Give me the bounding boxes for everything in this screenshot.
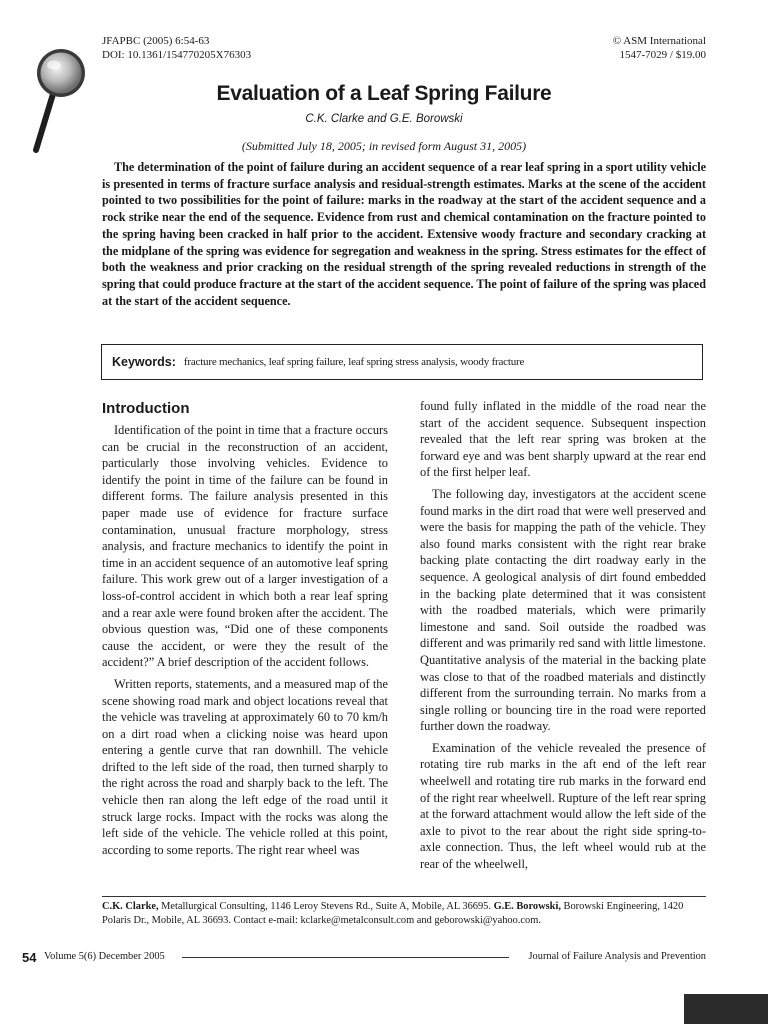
article-authors: C.K. Clarke and G.E. Borowski: [305, 113, 463, 125]
affiliation-name: C.K. Clarke,: [102, 901, 159, 912]
page-number: 54: [22, 950, 37, 965]
issn-price: 1547-7029 / $19.00: [619, 49, 706, 61]
footer-rule: [182, 957, 509, 958]
corner-tab: [684, 994, 768, 1024]
affiliation-name: G.E. Borowski,: [493, 901, 561, 912]
affiliation-divider: [102, 896, 706, 897]
affiliation-text: Metallurgical Consulting, 1146 Leroy Stevens Rd., Suite A, Mobile, AL 36695.: [158, 901, 494, 912]
body-column-right: [420, 398, 706, 878]
journal-citation: JFAPBC (2005) 6:54-63: [102, 35, 210, 47]
body-paragraph: found fully inflated in the middle of the road near the start of the accident sequence. Subsequent inspection revealed that the left rear spring was broken at the forward eye and was bent sharply upward at the rear end of the first helper leaf.: [420, 399, 706, 480]
doi: DOI: 10.1361/154770205X76303: [102, 49, 252, 61]
author-affiliations: [102, 900, 706, 928]
affiliation-text: Borowski Engineering, 1420 Polaris Dr., Mobile, AL 36693. Contact e-mail: kclarke@metalconsult.com and geborowski@yahoo.com.: [102, 901, 684, 926]
abstract: The determination of the point of failure during an accident sequence of a rear leaf spring in a sport utility vehicle is presented in terms of fracture surface analysis and residual-strength estimates. Marks at the scene of the accident pointed to two possibilities for the point of failure: marks in the roadway at the start of the accident sequence and a rock strike near the end of the sequence. Evidence from rust and chemical contamination on the fracture pointed to the spring having been cracked in half prior to the accident. Extensive woody fracture and secondary cracking at the midplane of the spring was evidence for segregation and weakness in the spring. Stress estimates for the effect of both the weakness and prior cracking on the residual strength of the spring revealed reductions in strength of the spring that could produce fracture at the start of the accident sequence. The point of failure of the spring was placed at the start of the accident sequence.: [102, 160, 706, 308]
header-citation: [102, 34, 251, 62]
body-paragraph: Written reports, statements, and a measured map of the scene showing road mark and object locations reveal that the vehicle was traveling at approximately 60 to 70 km/h on a dirt road when a clicking noise was heard upon entering a gentle curve that ran downhill. The vehicle drifted to the left side of the road, then turned sharply to the right across the road and sharply back to the left. The vehicle then ran along the left edge of the road until it struck large rocks. Impact with the rocks was along the left side of the vehicle. The vehicle rolled at this point, according to some reports. The right rear wheel was: [102, 676, 388, 857]
page-footer: [0, 950, 768, 966]
body-paragraph: Examination of the vehicle revealed the presence of rotating tire rub marks in the aft end of the left rear wheelwell and rotating tire rub marks in the forward end of the right rear wheelwell. Rupture of the left rear spring at the forward attachment would allow the left side of the axle to pivot to the rear about the right side spring-to-axle connection. Thus, the left wheel would rub at the rear of the wheelwell,: [420, 740, 706, 872]
submission-dates: (Submitted July 18, 2005; in revised form August 31, 2005): [241, 139, 527, 153]
keywords-box: [101, 344, 703, 380]
volume-info: Volume 5(6) December 2005: [44, 951, 165, 962]
header-publisher: [613, 34, 706, 62]
body-paragraph: Identification of the point in time that a fracture occurs can be crucial in the reconstruction of an accident, particularly those involving vehicles. Evidence to identify the point in time of the failure can be found in different forms. The failure analysis presented in this paper made use of evidence for fracture surface contamination, unusual fracture morphology, stress analysis, and fracture mechanics to identify the point in time in an accident sequence of an automotive leaf spring failure. This work grew out of a larger investigation of a loss-of-control accident in which both a rear leaf spring and a rear axle were found broken after the accident. The obvious question was, “Did one of these components cause the accident, or were they the result of the accident?” A brief description of the accident follows.: [102, 423, 388, 670]
body-column-left: [102, 398, 388, 863]
body-paragraph: The following day, investigators at the accident scene found marks in the dirt road that were well preserved and were the basis for mapping the path of the vehicle. They also found marks consistent with the right rear brake backing plate contacting the dirt roadway early in the sequence. A geological analysis of dirt found embedded in the backing plate determined that it was consistent with the roadbed materials, which were primarily limestone and sand. Soil outside the roadbed was different and was primarily red sand with little limestone. Quantitative analysis of the material in the backing plate was close to that of the roadbed materials and distinctly different from the surrounding terrain. No marks from a single rolling or bouncing tire in the road were reported further down the roadway.: [420, 486, 706, 734]
keywords-text: fracture mechanics, leaf spring failure, leaf spring stress analysis, woody fracture: [183, 356, 525, 368]
journal-name: Journal of Failure Analysis and Prevention: [528, 951, 706, 962]
keywords-label: Keywords:: [112, 355, 176, 369]
article-title: Evaluation of a Leaf Spring Failure: [216, 82, 552, 105]
section-heading-introduction: Introduction: [102, 400, 190, 417]
copyright: © ASM International: [612, 35, 706, 47]
